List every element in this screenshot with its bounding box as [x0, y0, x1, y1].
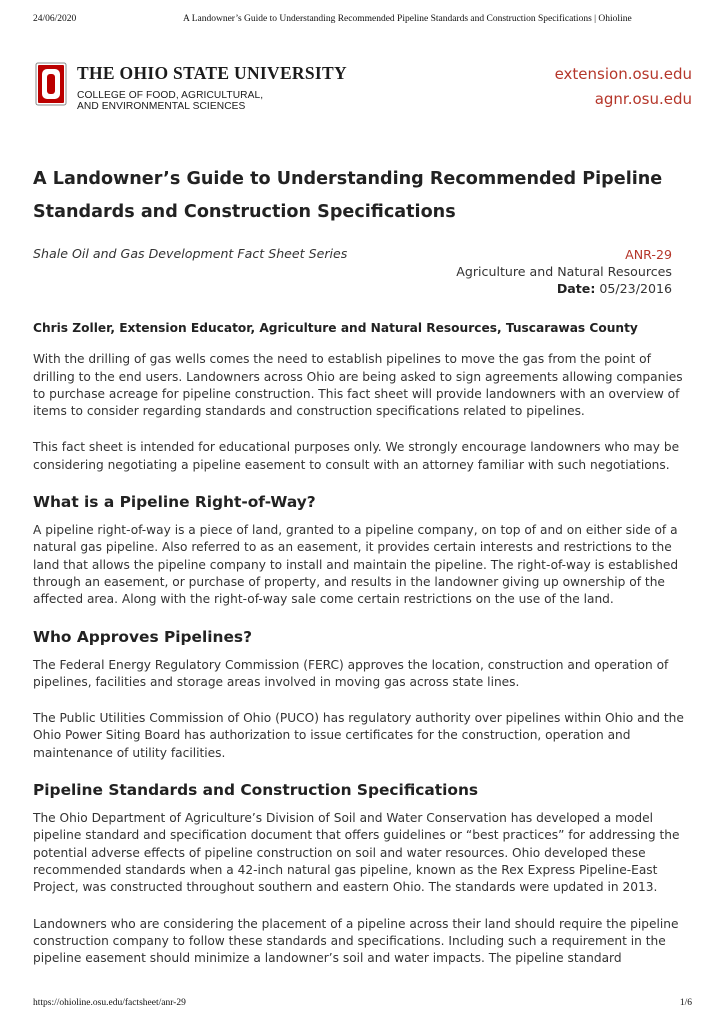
site-links: [555, 62, 692, 112]
agnr-link[interactable]: agnr.osu.edu: [594, 90, 692, 108]
fact-sheet-series: Shale Oil and Gas Development Fact Sheet Series: [33, 246, 348, 261]
publish-date: [456, 280, 672, 297]
author-line: Chris Zoller, Extension Educator, Agriculture and Natural Resources, Tuscarawas County: [33, 321, 638, 335]
page-number: 1/6: [679, 998, 692, 1008]
heading-standards: Pipeline Standards and Construction Specifications: [33, 781, 479, 800]
print-date: 24/06/2020: [33, 14, 77, 24]
fact-sheet-code: ANR-29: [625, 247, 672, 262]
university-name: THE OHIO STATE UNIVERSITY: [77, 63, 347, 83]
print-page-title: A Landowner’s Guide to Understanding Recommended Pipeline Standards and Construction Specifications | Ohioline: [183, 14, 632, 24]
heading-right-of-way: What is a Pipeline Right-of-Way?: [33, 493, 316, 512]
right-of-way-paragraph: A pipeline right-of-way is a piece of land, granted to a pipeline company, on top of and on either side of a natural gas pipeline. Also referred to as an easement, it provides certain interests and restrictions to the land that allows the pipeline company to install and maintain the pipeline. The right-of-way is established through an easement, or purchase of property, and results in the landowner giving up ownership of the affected area. Along with the right-of-way sale come certain restrictions on the use of the land.: [33, 523, 679, 607]
standards-paragraph-2: Landowners who are considering the placement of a pipeline across their land should require the pipeline construction company to follow these standards and specifications. Including such a requirement in the pipeline easement should minimize a landowner’s soil and water impacts. The pipeline standard: [33, 916, 679, 966]
department: Agriculture and Natural Resources: [456, 264, 672, 279]
document-meta: [456, 246, 672, 297]
block-o-icon: [35, 62, 67, 106]
print-footer: [33, 998, 692, 1012]
print-header: [33, 14, 692, 28]
puco-paragraph: The Public Utilities Commission of Ohio (PUCO) has regulatory authority over pipelines within Ohio and the Ohio Power Siting Board has authorization to issue certificates for the construction, operation and maintenance of utility facilities.: [33, 711, 684, 760]
heading-who-approves: Who Approves Pipelines?: [33, 627, 253, 646]
ferc-paragraph: The Federal Energy Regulatory Commission (FERC) approves the location, construction and operation of pipelines, facilities and storage areas involved in moving gas across state lines.: [33, 657, 669, 689]
college-line-1: COLLEGE OF FOOD, AGRICULTURAL,: [77, 90, 264, 101]
college-name: [77, 90, 263, 112]
osu-logo[interactable]: [35, 62, 347, 118]
article-body: [33, 320, 695, 986]
college-line-2: AND ENVIRONMENTAL SCIENCES: [77, 101, 246, 112]
document-title: A Landowner’s Guide to Understanding Recommended Pipeline Standards and Construction Specifications: [33, 169, 663, 222]
date-value: 05/23/2016: [599, 281, 672, 296]
intro-paragraph-1: With the drilling of gas wells comes the need to establish pipelines to move the gas from the point of drilling to the end users. Landowners across Ohio are being asked to sign agreements allowing companies to purchase acreage for pipeline construction. This fact sheet will provide landowners with an overview of items to consider regarding standards and construction specifications related to pipelines.: [33, 352, 683, 419]
date-label: Date:: [556, 281, 596, 296]
standards-paragraph-1: The Ohio Department of Agriculture’s Division of Soil and Water Conservation has developed a model pipeline standard and specification document that offers guidelines or “best practices” for addressing the potential adverse effects of pipeline construction on soil and water resources. Ohio developed these recommended standards when a 42-inch natural gas pipeline, known as the Rex Express Pipeline-East Project, was constructed throughout southern and eastern Ohio. The standards were updated in 2013.: [33, 811, 680, 895]
intro-paragraph-2: This fact sheet is intended for educational purposes only. We strongly encourage landowners who may be considering negotiating a pipeline easement to consult with an attorney familiar with such negotiations.: [33, 440, 680, 472]
extension-link[interactable]: extension.osu.edu: [554, 65, 692, 83]
print-url: https://ohioline.osu.edu/factsheet/anr-29: [33, 998, 186, 1008]
